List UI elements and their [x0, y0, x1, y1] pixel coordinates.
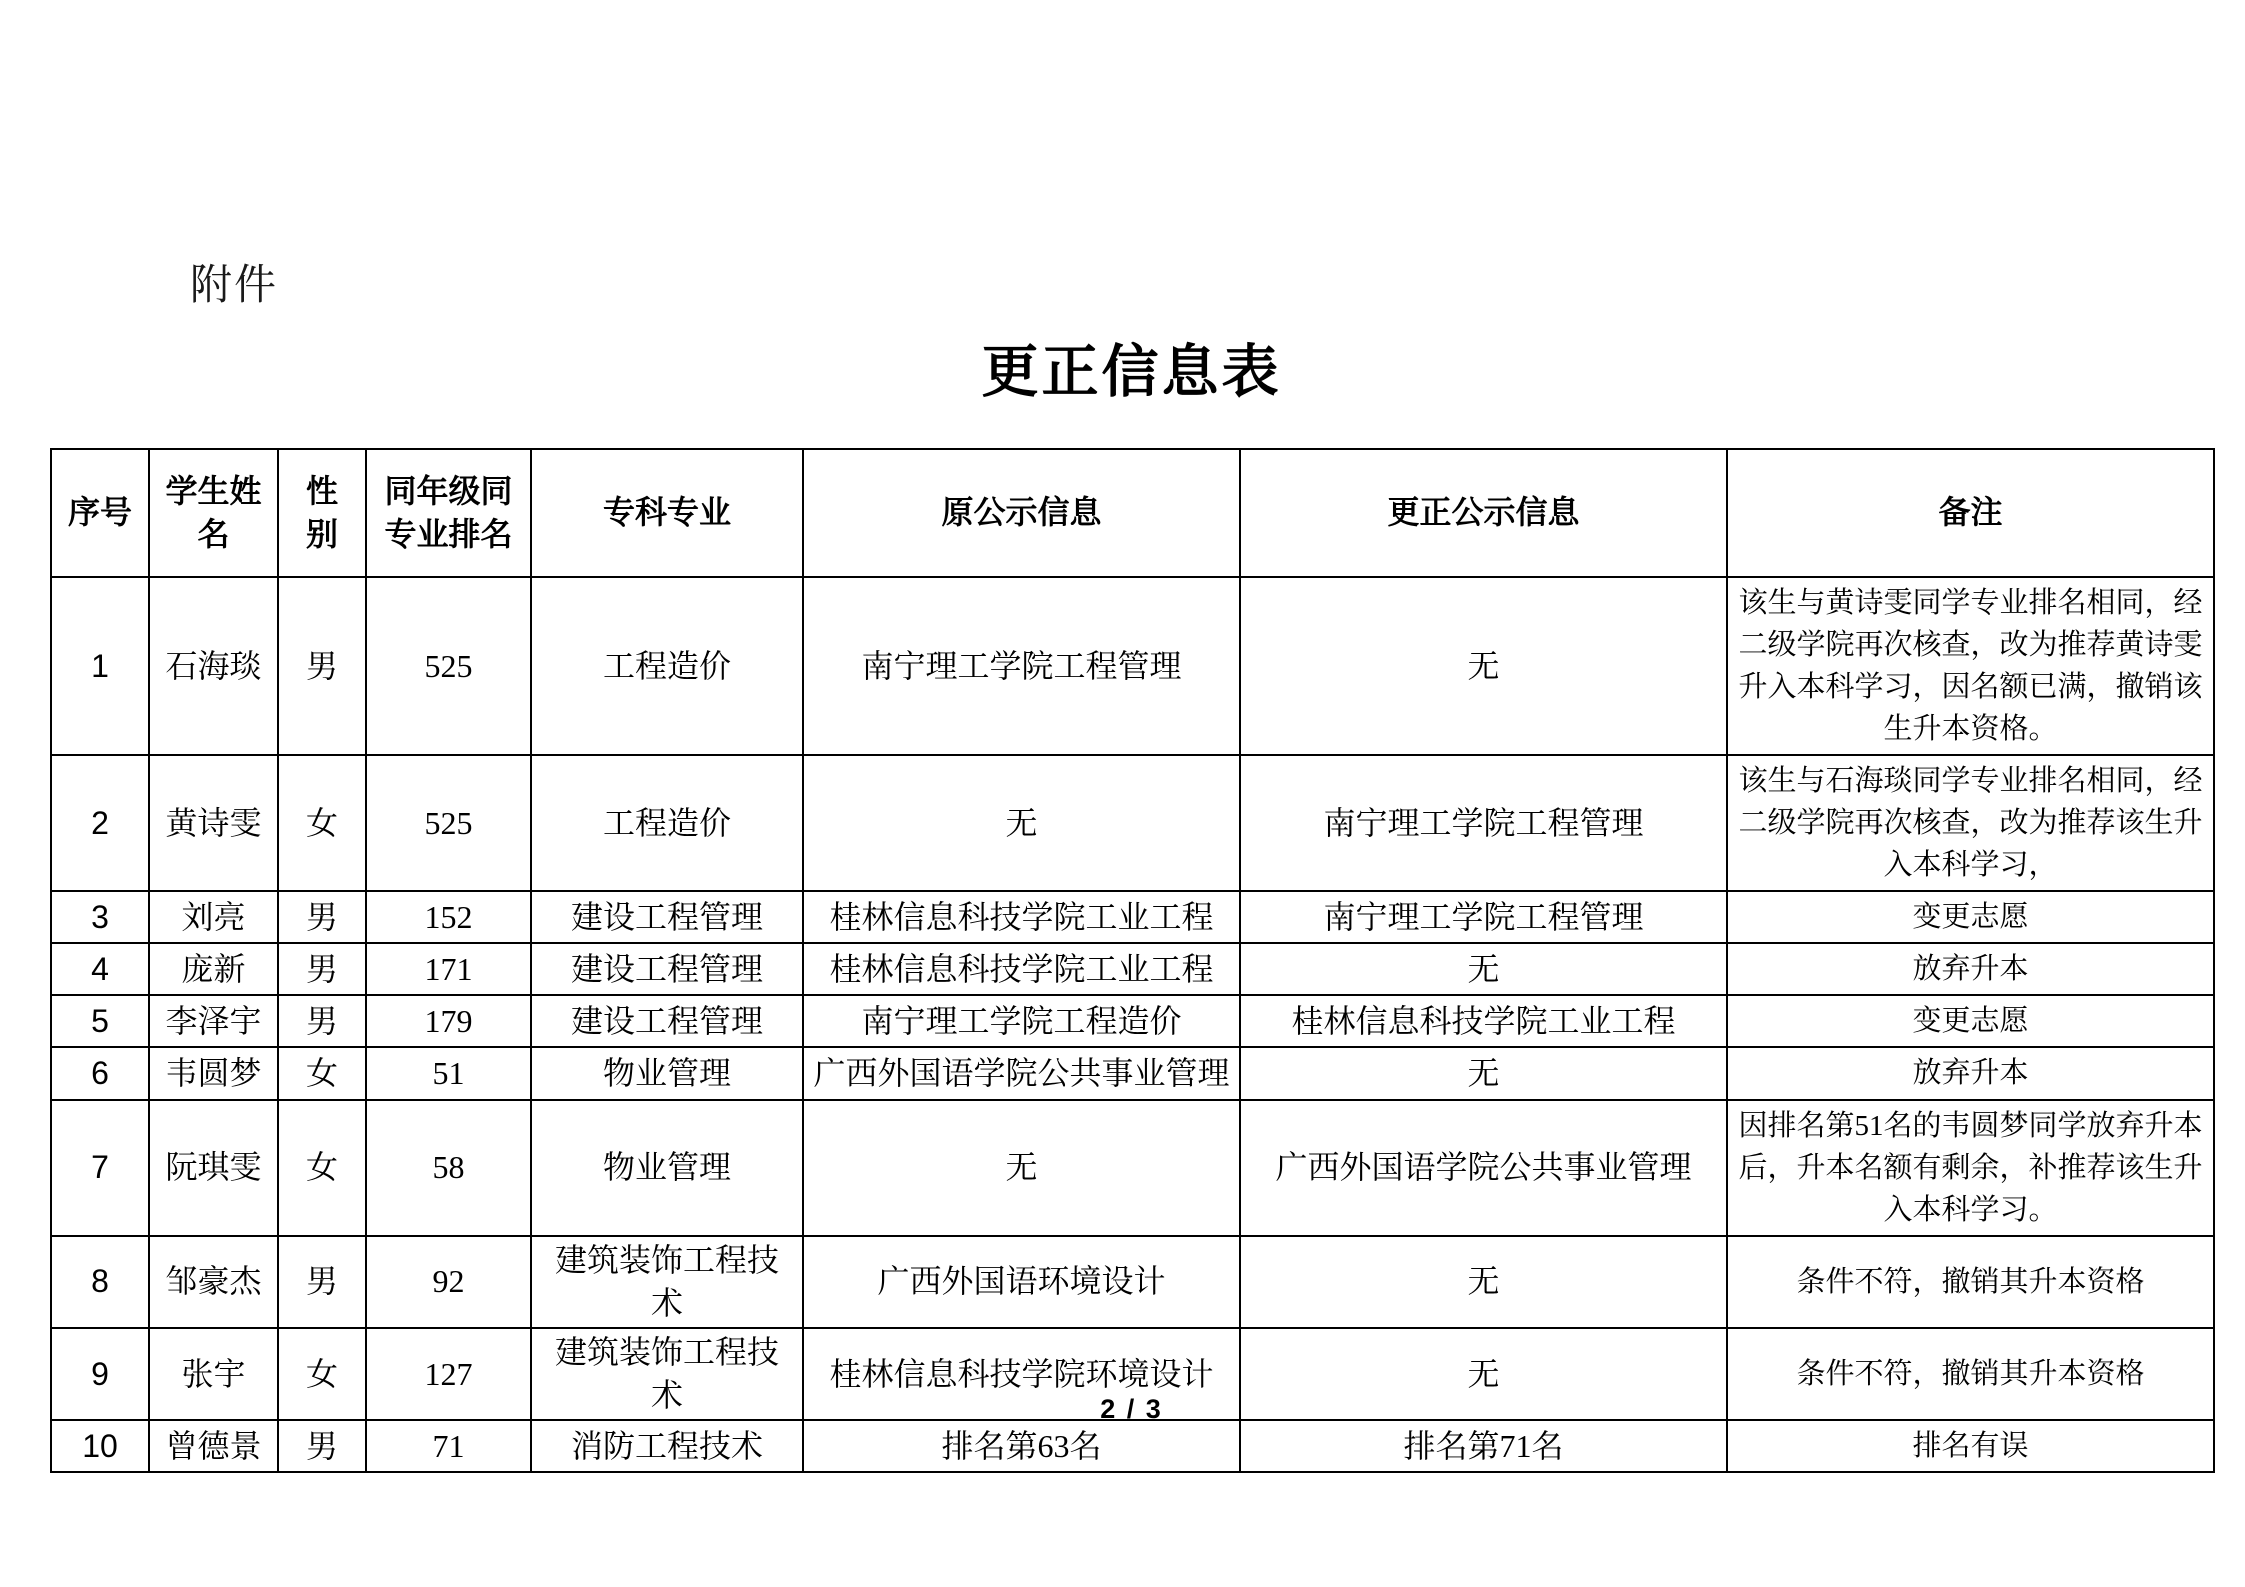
- cell-index: 3: [51, 891, 149, 943]
- cell-corrected-info: 桂林信息科技学院工业工程: [1240, 995, 1727, 1047]
- cell-rank: 152: [366, 891, 531, 943]
- cell-student-name: 黄诗雯: [149, 755, 278, 891]
- cell-rank: 58: [366, 1100, 531, 1236]
- cell-major: 建设工程管理: [531, 891, 803, 943]
- cell-major: 建筑装饰工程技术: [531, 1328, 803, 1420]
- table-row: [51, 995, 2214, 1047]
- page-number: 2 / 3: [1100, 1394, 1163, 1424]
- cell-remarks: 该生与黄诗雯同学专业排名相同，经二级学院再次核查，改为推荐黄诗雯升入本科学习，因名额已满，撤销该生升本资格。: [1727, 577, 2214, 755]
- cell-original-info: 南宁理工学院工程管理: [803, 577, 1240, 755]
- cell-major: 工程造价: [531, 577, 803, 755]
- table-row: [51, 891, 2214, 943]
- cell-major: 工程造价: [531, 755, 803, 891]
- cell-index: 1: [51, 577, 149, 755]
- table-row: [51, 1047, 2214, 1099]
- cell-index: 10: [51, 1420, 149, 1472]
- cell-corrected-info: 南宁理工学院工程管理: [1240, 891, 1727, 943]
- cell-original-info: 桂林信息科技学院环境设计: [803, 1328, 1240, 1420]
- cell-rank: 525: [366, 755, 531, 891]
- cell-remarks: 条件不符，撤销其升本资格: [1727, 1236, 2214, 1328]
- cell-original-info: 排名第63名: [803, 1420, 1240, 1472]
- cell-gender: 男: [278, 577, 366, 755]
- cell-student-name: 庞新: [149, 943, 278, 995]
- cell-index: 8: [51, 1236, 149, 1328]
- cell-student-name: 韦圆梦: [149, 1047, 278, 1099]
- cell-corrected-info: 无: [1240, 943, 1727, 995]
- column-header-student-name: 学生姓名: [149, 449, 278, 577]
- cell-gender: 女: [278, 1100, 366, 1236]
- cell-student-name: 邹豪杰: [149, 1236, 278, 1328]
- cell-original-info: 桂林信息科技学院工业工程: [803, 943, 1240, 995]
- cell-original-info: 南宁理工学院工程造价: [803, 995, 1240, 1047]
- cell-corrected-info: 排名第71名: [1240, 1420, 1727, 1472]
- cell-student-name: 阮琪雯: [149, 1100, 278, 1236]
- cell-gender: 女: [278, 1328, 366, 1420]
- page-title: 更正信息表: [981, 341, 1282, 404]
- column-header-corrected-info: 更正公示信息: [1240, 449, 1727, 577]
- cell-remarks: 排名有误: [1727, 1420, 2214, 1472]
- cell-rank: 92: [366, 1236, 531, 1328]
- cell-student-name: 李泽宇: [149, 995, 278, 1047]
- table-row: [51, 1236, 2214, 1328]
- cell-major: 物业管理: [531, 1047, 803, 1099]
- cell-corrected-info: 无: [1240, 577, 1727, 755]
- cell-rank: 179: [366, 995, 531, 1047]
- cell-gender: 男: [278, 1420, 366, 1472]
- cell-rank: 171: [366, 943, 531, 995]
- cell-remarks: 因排名第51名的韦圆梦同学放弃升本后，升本名额有剩余，补推荐该生升入本科学习。: [1727, 1100, 2214, 1236]
- cell-remarks: 变更志愿: [1727, 891, 2214, 943]
- attachment-label: 附件: [190, 261, 279, 308]
- cell-major: 消防工程技术: [531, 1420, 803, 1472]
- cell-gender: 男: [278, 943, 366, 995]
- cell-index: 6: [51, 1047, 149, 1099]
- cell-major: 物业管理: [531, 1100, 803, 1236]
- cell-remarks: 条件不符，撤销其升本资格: [1727, 1328, 2214, 1420]
- table-row: [51, 577, 2214, 755]
- table-row: [51, 755, 2214, 891]
- cell-rank: 525: [366, 577, 531, 755]
- cell-student-name: 刘亮: [149, 891, 278, 943]
- cell-corrected-info: 无: [1240, 1047, 1727, 1099]
- cell-rank: 51: [366, 1047, 531, 1099]
- cell-remarks: 放弃升本: [1727, 943, 2214, 995]
- cell-major: 建设工程管理: [531, 995, 803, 1047]
- cell-index: 5: [51, 995, 149, 1047]
- table-body: [51, 577, 2214, 1472]
- cell-rank: 71: [366, 1420, 531, 1472]
- table-row: [51, 943, 2214, 995]
- correction-info-table: [50, 448, 2215, 1473]
- cell-original-info: 广西外国语环境设计: [803, 1236, 1240, 1328]
- cell-gender: 女: [278, 1047, 366, 1099]
- cell-student-name: 石海琰: [149, 577, 278, 755]
- cell-gender: 男: [278, 1236, 366, 1328]
- table-row: [51, 1100, 2214, 1236]
- cell-remarks: 该生与石海琰同学专业排名相同，经二级学院再次核查，改为推荐该生升入本科学习，: [1727, 755, 2214, 891]
- table-row: [51, 1420, 2214, 1472]
- cell-corrected-info: 南宁理工学院工程管理: [1240, 755, 1727, 891]
- cell-original-info: 广西外国语学院公共事业管理: [803, 1047, 1240, 1099]
- column-header-major: 专科专业: [531, 449, 803, 577]
- column-header-remarks: 备注: [1727, 449, 2214, 577]
- column-header-rank: 同年级同专业排名: [366, 449, 531, 577]
- cell-corrected-info: 无: [1240, 1328, 1727, 1420]
- cell-index: 2: [51, 755, 149, 891]
- cell-rank: 127: [366, 1328, 531, 1420]
- cell-remarks: 放弃升本: [1727, 1047, 2214, 1099]
- cell-student-name: 曾德景: [149, 1420, 278, 1472]
- cell-student-name: 张宇: [149, 1328, 278, 1420]
- cell-corrected-info: 广西外国语学院公共事业管理: [1240, 1100, 1727, 1236]
- cell-index: 4: [51, 943, 149, 995]
- column-header-index: 序号: [51, 449, 149, 577]
- cell-original-info: 桂林信息科技学院工业工程: [803, 891, 1240, 943]
- cell-corrected-info: 无: [1240, 1236, 1727, 1328]
- cell-index: 7: [51, 1100, 149, 1236]
- column-header-gender: 性别: [278, 449, 366, 577]
- cell-major: 建筑装饰工程技术: [531, 1236, 803, 1328]
- cell-original-info: 无: [803, 1100, 1240, 1236]
- cell-major: 建设工程管理: [531, 943, 803, 995]
- cell-original-info: 无: [803, 755, 1240, 891]
- table-header-row: [51, 449, 2214, 577]
- cell-index: 9: [51, 1328, 149, 1420]
- cell-gender: 女: [278, 755, 366, 891]
- column-header-original-info: 原公示信息: [803, 449, 1240, 577]
- cell-gender: 男: [278, 995, 366, 1047]
- cell-gender: 男: [278, 891, 366, 943]
- cell-remarks: 变更志愿: [1727, 995, 2214, 1047]
